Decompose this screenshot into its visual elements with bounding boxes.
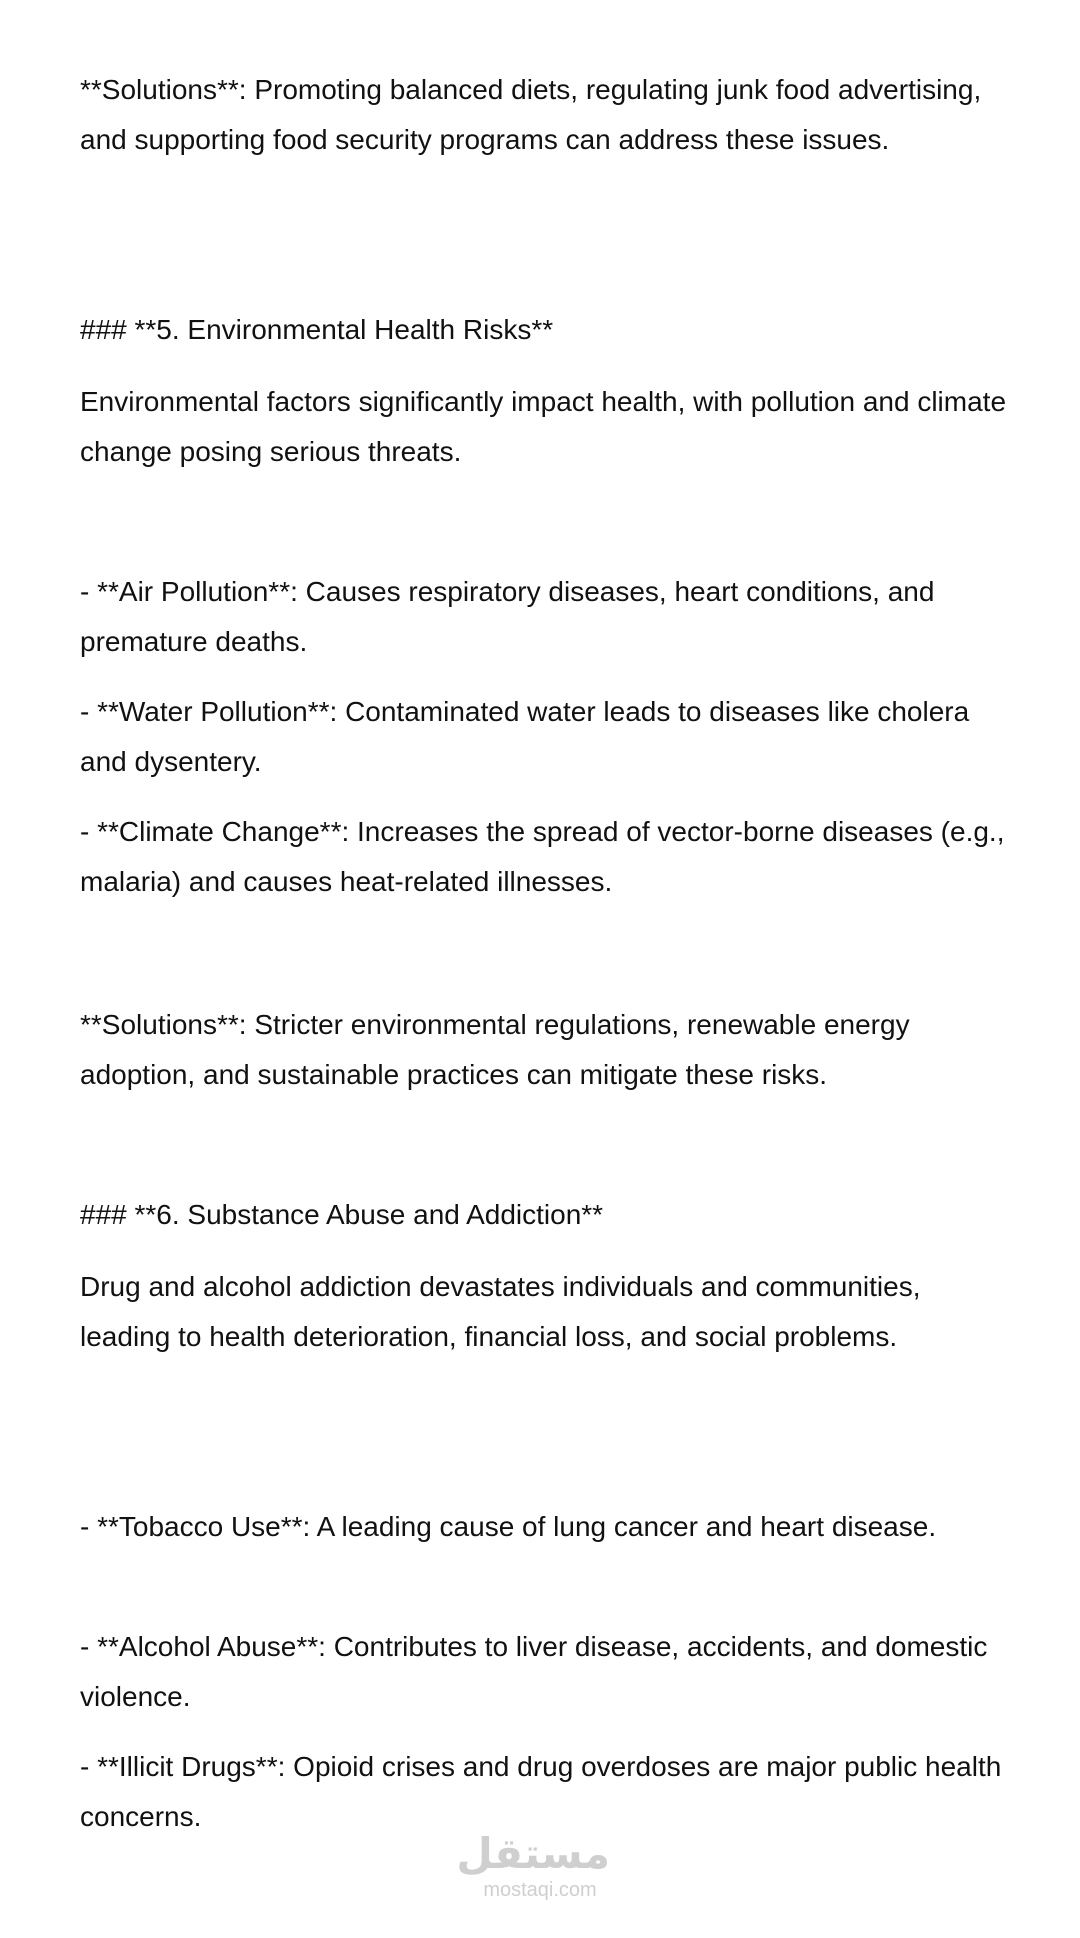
- solutions-paragraph-nutrition: **Solutions**: Promoting balanced diets, regulating junk food advertising, and supporting food security programs can address these issues.: [80, 74, 982, 155]
- watermark-latin-text: mostaqi.com: [483, 1879, 597, 1901]
- list-item-tobacco-use: - **Tobacco Use**: A leading cause of lung cancer and heart disease.: [80, 1511, 937, 1542]
- watermark-logo: [456, 1829, 610, 1902]
- substance-abuse-intro-paragraph: Drug and alcohol addiction devastates individuals and communities, leading to health deterioration, financial loss, and social problems.: [80, 1271, 921, 1352]
- list-item-air-pollution: - **Air Pollution**: Causes respiratory diseases, heart conditions, and premature deaths.: [80, 576, 935, 657]
- environmental-intro-paragraph: Environmental factors significantly impact health, with pollution and climate change posing serious threats.: [80, 386, 1007, 467]
- list-item-alcohol-abuse: - **Alcohol Abuse**: Contributes to liver disease, accidents, and domestic violence.: [80, 1631, 988, 1712]
- section-heading-substance-abuse: ### **6. Substance Abuse and Addiction**: [80, 1199, 604, 1230]
- watermark-arabic-text: مستقل: [456, 1829, 610, 1878]
- list-item-climate-change: - **Climate Change**: Increases the spread of vector-borne diseases (e.g., malaria) and causes heat-related illnesses.: [80, 816, 1005, 897]
- section-heading-environmental-health: ### **5. Environmental Health Risks**: [80, 314, 554, 345]
- solutions-paragraph-environment: **Solutions**: Stricter environmental regulations, renewable energy adoption, and sustainable practices can mitigate these risks.: [80, 1009, 910, 1090]
- list-item-water-pollution: - **Water Pollution**: Contaminated water leads to diseases like cholera and dysentery.: [80, 696, 970, 777]
- list-item-illicit-drugs: - **Illicit Drugs**: Opioid crises and drug overdoses are major public health concerns.: [80, 1751, 1002, 1832]
